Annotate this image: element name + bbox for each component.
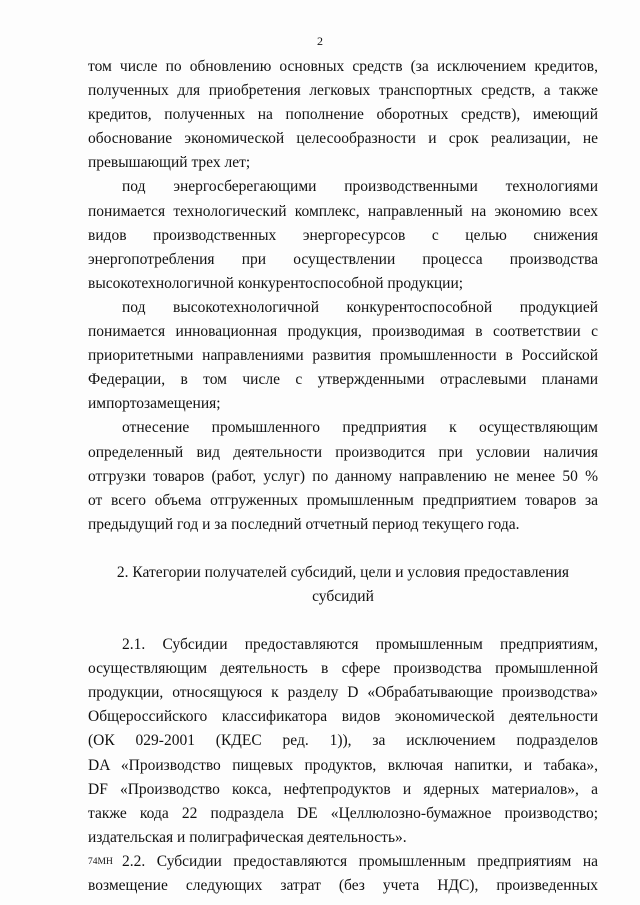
text-line: осуществляющим деятельность в сфере производства промышленной	[88, 660, 598, 678]
text-line: издательская и полиграфическая деятельность».	[88, 828, 407, 846]
text-line: (ОК 029-2001 (КДЕС ред. 1)), за исключением подразделов	[88, 732, 598, 750]
text-line: видов производственных энергоресурсов с целью снижения	[88, 226, 598, 244]
footer-document-code: 74МН	[88, 857, 113, 867]
text-line: понимается инновационная продукция, производимая в соответствии с	[88, 323, 598, 341]
text-line: том числе по обновлению основных средств (за исключением кредитов,	[88, 58, 598, 75]
spacer	[88, 609, 598, 633]
section-heading-line: 2. Категории получателей субсидий, цели и условия предоставления	[116, 563, 570, 581]
text-line: отгрузки товаров (работ, услуг) по данному направлению не менее 50 %	[88, 467, 598, 485]
text-line: также кода 22 подраздела DE «Целлюлозно-бумажное производство;	[88, 804, 598, 822]
text-line: приоритетными направлениями развития промышленности в Российской	[88, 347, 598, 365]
text-line: кредитов, полученных на пополнение оборотных средств), имеющий	[88, 106, 598, 124]
text-line: от всего объема отгруженных промышленным предприятием товаров за	[88, 491, 598, 509]
document-body	[88, 55, 598, 898]
section-heading	[88, 561, 598, 609]
spacer	[88, 537, 598, 561]
paragraph-continuation	[88, 55, 598, 175]
text-line: 2.1. Субсидии предоставляются промышленным предприятиям,	[122, 636, 598, 654]
paragraph-2-1	[88, 633, 598, 850]
text-line: высокотехнологичной конкурентоспособной продукции;	[88, 274, 464, 292]
text-line: превышающий трех лет;	[88, 154, 251, 172]
text-line: понимается технологический комплекс, направленный на экономию всех	[88, 202, 598, 220]
text-line: импортозамещения;	[88, 395, 221, 413]
text-line: Общероссийского классификатора видов экономической деятельности	[88, 708, 598, 726]
text-line: обоснование экономической целесообразности и срок реализации, не	[88, 130, 598, 148]
text-line: Федерации, в том числе с утвержденными отраслевыми планами	[88, 371, 598, 389]
text-line: полученных для приобретения легковых транспортных средств, а также	[88, 82, 598, 100]
paragraph-activity-attribution	[88, 416, 598, 536]
text-line: под энергосберегающими производственными технологиями	[122, 178, 598, 196]
text-line: DA «Производство пищевых продуктов, включая напитки, и табака»,	[88, 756, 598, 774]
section-heading-line: субсидий	[312, 587, 374, 605]
text-line: DF «Производство кокса, нефтепродуктов и ядерных материалов», а	[88, 780, 598, 798]
text-line: энергопотребления при осуществлении процесса производства	[88, 250, 598, 268]
text-line: продукции, относящуюся к разделу D «Обрабатывающие производства»	[88, 684, 598, 702]
text-line: предыдущий год и за последний отчетный период текущего года.	[88, 515, 520, 533]
text-line: определенный вид деятельности производится при условии наличия	[88, 443, 598, 461]
text-line: 2.2. Субсидии предоставляются промышленным предприятиям на	[122, 852, 598, 870]
page-number: 2	[317, 34, 323, 48]
paragraph-energy-saving	[88, 175, 598, 295]
text-line: возмещение следующих затрат (без учета НДС), произведенных	[88, 877, 598, 894]
text-line: под высокотехнологичной конкурентоспособной продукцией	[122, 298, 598, 316]
text-line: отнесение промышленного предприятия к осуществляющим	[122, 419, 598, 437]
paragraph-2-2	[88, 850, 598, 898]
paragraph-high-tech-products	[88, 296, 598, 416]
